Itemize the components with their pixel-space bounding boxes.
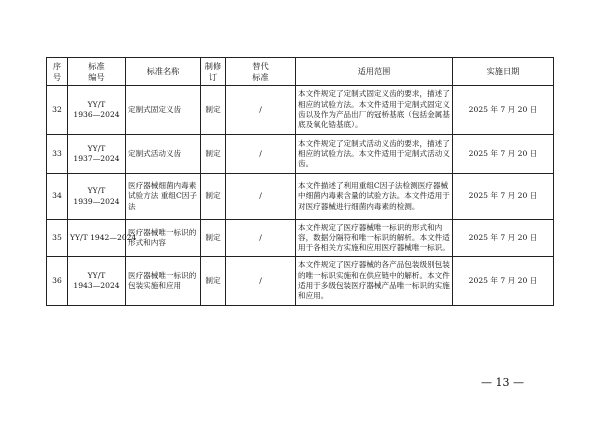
row-date: 2025 年 7 月 20 日 — [453, 135, 554, 174]
table-row — [47, 257, 554, 306]
table-row — [47, 220, 554, 257]
row-revision: 制定 — [201, 220, 226, 257]
header-seq: 序号 — [47, 58, 68, 86]
row-replaces: / — [226, 135, 296, 174]
row-name: 定制式活动义齿 — [126, 135, 201, 174]
row-replaces: / — [226, 174, 296, 220]
row-name: 医疗器械细菌内毒素试验方法 重组C因子法 — [126, 174, 201, 220]
table-row — [47, 135, 554, 174]
row-name: 医疗器械唯一标识的包装实施和应用 — [126, 257, 201, 306]
header-name: 标准名称 — [126, 58, 201, 86]
row-replaces: / — [226, 257, 296, 306]
row-name: 定制式固定义齿 — [126, 86, 201, 135]
table-row — [47, 86, 554, 135]
row-code: YY/T 1943—2024 — [68, 257, 126, 306]
row-code: YY/T 1937—2024 — [68, 135, 126, 174]
row-seq: 35 — [47, 220, 68, 257]
row-replaces: / — [226, 220, 296, 257]
header-date: 实施日期 — [453, 58, 554, 86]
row-revision: 制定 — [201, 135, 226, 174]
row-replaces: / — [226, 86, 296, 135]
row-seq: 33 — [47, 135, 68, 174]
row-revision: 制定 — [201, 257, 226, 306]
table-row — [47, 174, 554, 220]
row-name: 医疗器械唯一标识的形式和内容 — [126, 220, 201, 257]
row-scope: 本文件描述了利用重组C因子法检测医疗器械中细菌内毒素含量的试验方法。本文件适用于对医疗器械进行细菌内毒素的检测。 — [296, 174, 453, 220]
row-date: 2025 年 7 月 20 日 — [453, 220, 554, 257]
row-date: 2025 年 7 月 20 日 — [453, 174, 554, 220]
row-scope: 本文件规定了医疗器械的各产品包装级别包装的唯一标识实施和在供应链中的解析。本文件适用于多级包装医疗器械产品唯一标识的实施和应用。 — [296, 257, 453, 306]
row-revision: 制定 — [201, 174, 226, 220]
row-seq: 32 — [47, 86, 68, 135]
row-scope: 本文件规定了定制式固定义齿的要求，描述了相应的试验方法。本文件适用于定制式固定义齿以及作为产品出厂的冠桥基底（包括金属基底及氧化锆基底）。 — [296, 86, 453, 135]
row-code: YY/T 1939—2024 — [68, 174, 126, 220]
row-date: 2025 年 7 月 20 日 — [453, 257, 554, 306]
header-code: 标准 编号 — [68, 58, 126, 86]
row-revision: 制定 — [201, 86, 226, 135]
row-scope: 本文件规定了定制式活动义齿的要求，描述了相应的试验方法。本文件适用于定制式活动义齿。 — [296, 135, 453, 174]
row-code: YY/T 1936—2024 — [68, 86, 126, 135]
header-revision: 制修 订 — [201, 58, 226, 86]
header-replaces: 替代 标准 — [226, 58, 296, 86]
table-header-row — [47, 58, 554, 86]
standards-table — [46, 57, 554, 306]
row-seq: 34 — [47, 174, 68, 220]
row-scope: 本文件规定了医疗器械唯一标识的形式和内容，数据分隔符和唯一标识的解析。本文件适用于各相关方实施和应用医疗器械唯一标识。 — [296, 220, 453, 257]
row-code: YY/T 1942—2024 — [68, 220, 126, 257]
header-scope: 适用范围 — [296, 58, 453, 86]
row-seq: 36 — [47, 257, 68, 306]
page-number: — 13 — — [481, 376, 524, 389]
row-date: 2025 年 7 月 20 日 — [453, 86, 554, 135]
